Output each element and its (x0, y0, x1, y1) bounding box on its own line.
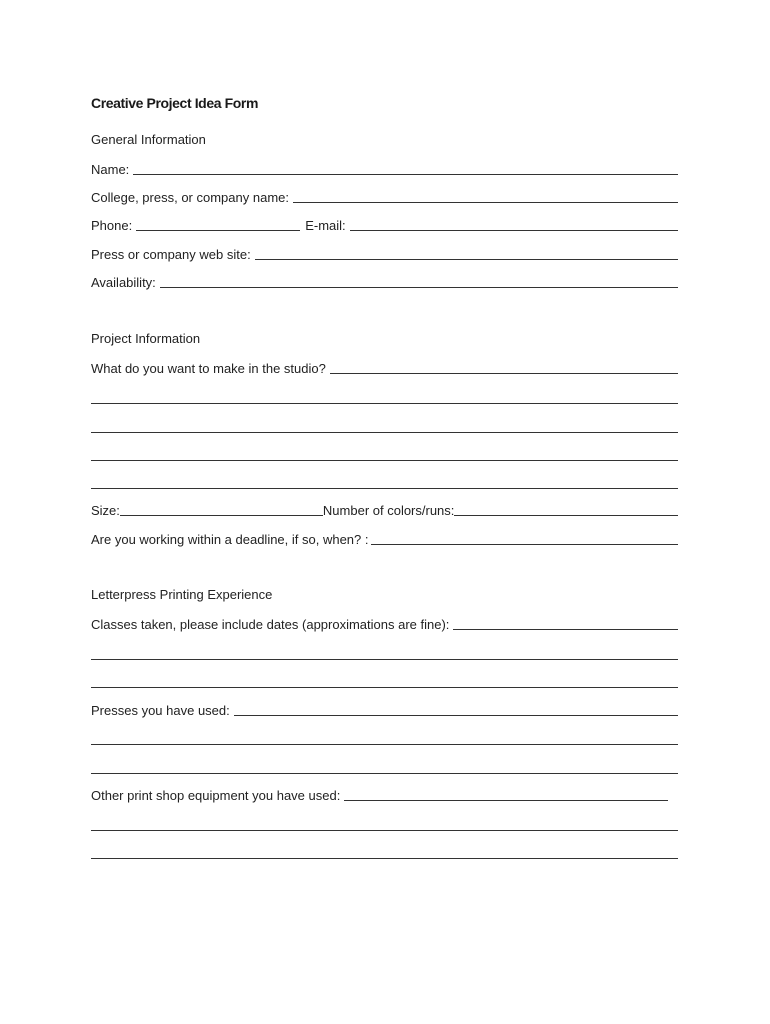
name-field[interactable] (133, 162, 678, 175)
presses-continuation-line-2[interactable] (91, 773, 678, 774)
phone-email-row (91, 217, 678, 233)
equipment-label: Other print shop equipment you have used: (91, 788, 341, 803)
email-field[interactable] (350, 218, 678, 231)
colors-label: Number of colors/runs: (322, 503, 455, 518)
availability-label: Availability: (91, 275, 156, 290)
equipment-field[interactable] (344, 788, 668, 801)
size-colors-row (91, 502, 678, 518)
website-label: Press or company web site: (91, 247, 251, 262)
classes-continuation-line-2[interactable] (91, 687, 678, 688)
name-label: Name: (91, 162, 130, 177)
make-continuation-line-1[interactable] (91, 403, 678, 404)
section-heading-project: Project Information (91, 331, 201, 346)
presses-field[interactable] (234, 703, 678, 716)
college-field[interactable] (293, 190, 678, 203)
availability-row (91, 274, 678, 290)
college-row (91, 189, 678, 205)
classes-continuation-line-1[interactable] (91, 659, 678, 660)
make-field[interactable] (330, 361, 678, 374)
section-heading-general: General Information (91, 132, 206, 147)
size-label: Size: (91, 503, 120, 518)
deadline-field[interactable] (371, 532, 679, 545)
name-row (91, 161, 678, 177)
presses-continuation-line-1[interactable] (91, 744, 678, 745)
phone-field[interactable] (136, 218, 300, 231)
classes-field[interactable] (453, 617, 678, 630)
availability-field[interactable] (160, 275, 678, 288)
make-continuation-line-3[interactable] (91, 460, 678, 461)
equipment-continuation-line-2[interactable] (91, 858, 678, 859)
colors-field[interactable] (454, 503, 678, 516)
classes-label: Classes taken, please include dates (approximations are fine): (91, 617, 450, 632)
make-continuation-line-4[interactable] (91, 488, 678, 489)
form-title: Creative Project Idea Form (91, 95, 258, 111)
website-field[interactable] (255, 247, 678, 260)
equipment-row (91, 787, 668, 803)
presses-row (91, 702, 678, 718)
presses-label: Presses you have used: (91, 703, 230, 718)
email-label: E-mail: (305, 218, 346, 233)
make-label: What do you want to make in the studio? (91, 361, 326, 376)
make-row (91, 360, 678, 376)
classes-row (91, 616, 678, 632)
deadline-label: Are you working within a deadline, if so, when? : (91, 532, 369, 547)
equipment-continuation-line-1[interactable] (91, 830, 678, 831)
make-continuation-line-2[interactable] (91, 432, 678, 433)
website-row (91, 246, 678, 262)
form-page (91, 0, 678, 1024)
deadline-row (91, 531, 678, 547)
size-field[interactable] (120, 503, 323, 516)
section-heading-experience: Letterpress Printing Experience (91, 587, 273, 602)
phone-label: Phone: (91, 218, 133, 233)
college-label: College, press, or company name: (91, 190, 289, 205)
